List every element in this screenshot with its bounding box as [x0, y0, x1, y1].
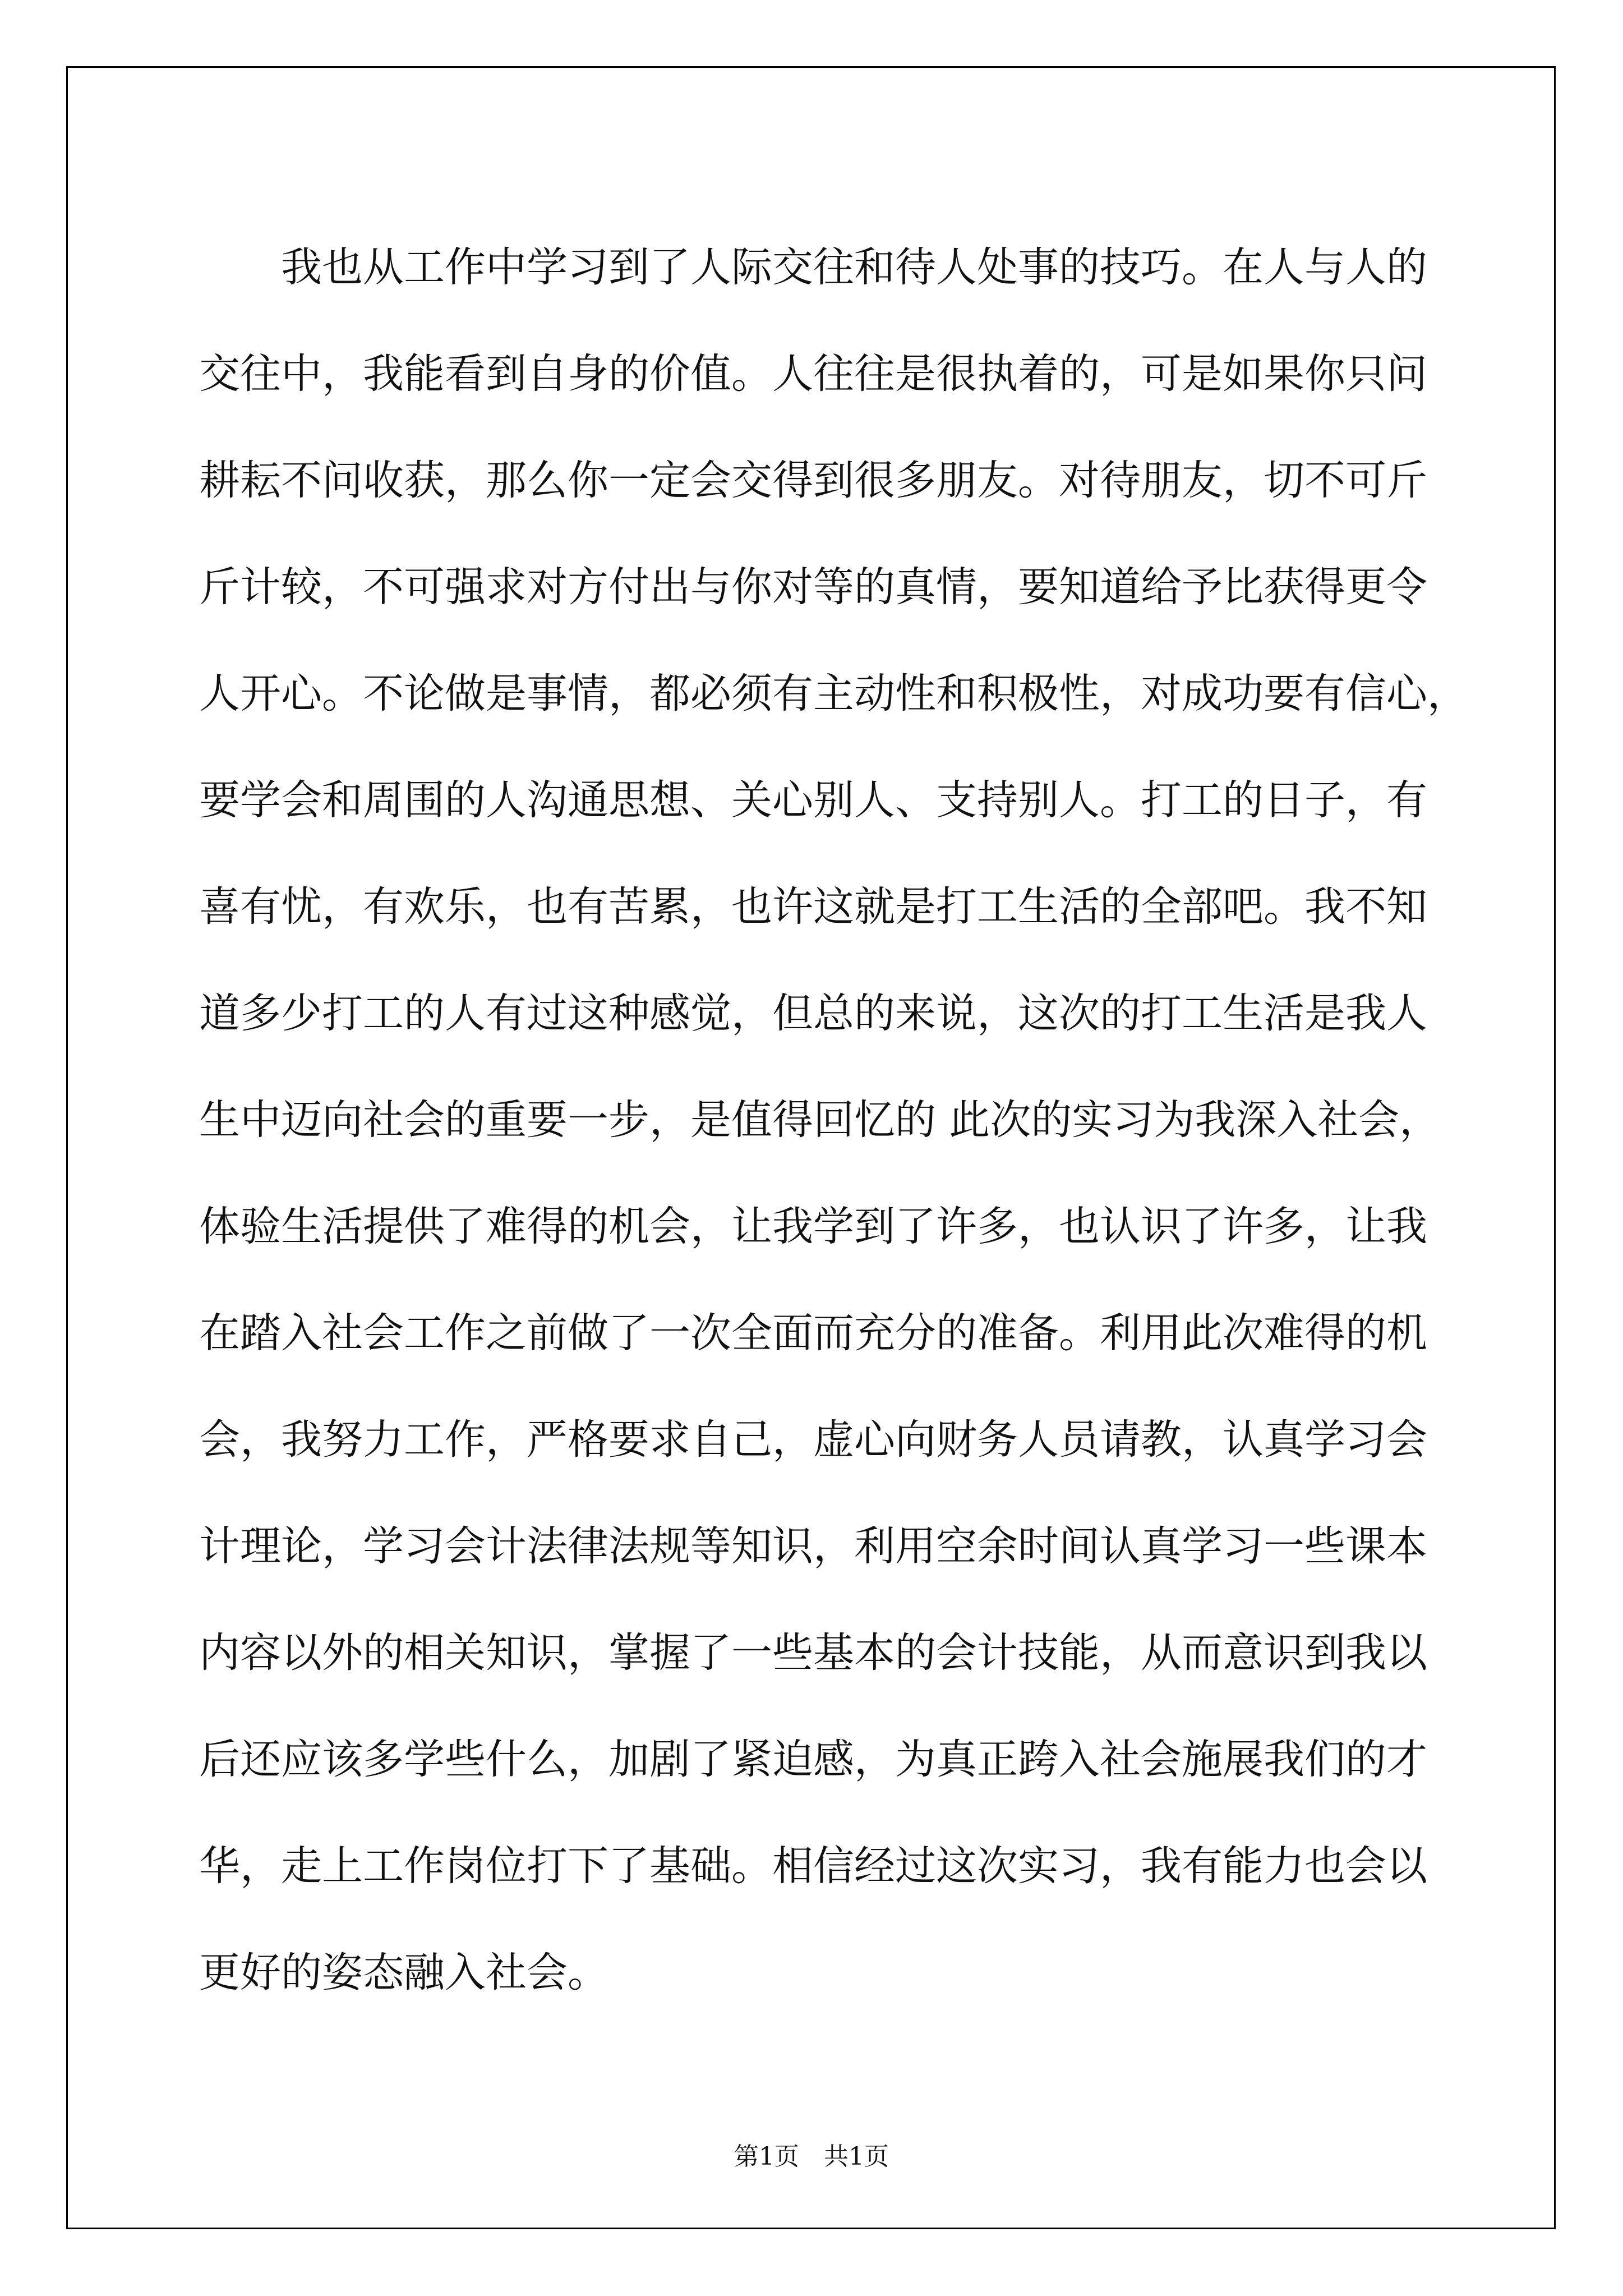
body-line-2: 交往中，我能看到自身的价值。人往往是很执着的，可是如果你只问 [199, 350, 1427, 398]
body-line-4: 斤计较，不可强求对方付出与你对等的真情，要知道给予比获得更令 [199, 563, 1427, 611]
body-line-14: 内容以外的相关知识，掌握了一些基本的会计技能，从而意识到我以 [199, 1629, 1427, 1677]
body-line-13: 计理论，学习会计法律法规等知识，利用空余时间认真学习一些课本 [199, 1522, 1427, 1570]
page-footer [0, 2136, 1623, 2172]
body-line-7: 喜有忧，有欢乐，也有苦累，也许这就是打工生活的全部吧。我不知 [199, 883, 1427, 931]
body-line-12: 会，我努力工作，严格要求自己，虚心向财务人员请教，认真学习会 [199, 1416, 1427, 1464]
body-line-16: 华，走上工作岗位打下了基础。相信经过这次实习，我有能力也会以 [199, 1842, 1427, 1890]
body-line-11: 在踏入社会工作之前做了一次全面而充分的准备。利用此次难得的机 [199, 1309, 1427, 1357]
body-line-8: 道多少打工的人有过这种感觉，但总的来说，这次的打工生活是我人 [199, 990, 1427, 1037]
document-body [199, 214, 1468, 2026]
body-line-10: 体验生活提供了难得的机会，让我学到了许多，也认识了许多，让我 [199, 1203, 1427, 1250]
body-line-5: 人开心。不论做是事情，都必须有主动性和积极性，对成功要有信心， [199, 670, 1468, 717]
page-number-label: 第1页 共1页 [734, 2142, 889, 2171]
body-line-1: 我也从工作中学习到了人际交往和待人处事的技巧。在人与人的 [199, 243, 1427, 291]
body-line-6: 要学会和周围的人沟通思想、关心别人、支持别人。打工的日子，有 [199, 776, 1427, 824]
body-line-15: 后还应该多学些什么，加剧了紧迫感，为真正跨入社会施展我们的才 [199, 1736, 1427, 1783]
body-line-9: 生中迈向社会的重要一步，是值得回忆的 此次的实习为我深入社会， [199, 1096, 1441, 1144]
body-line-17: 更好的姿态融入社会。 [199, 1949, 608, 1996]
body-line-3: 耕耘不问收获，那么你一定会交得到很多朋友。对待朋友，切不可斤 [199, 457, 1427, 504]
